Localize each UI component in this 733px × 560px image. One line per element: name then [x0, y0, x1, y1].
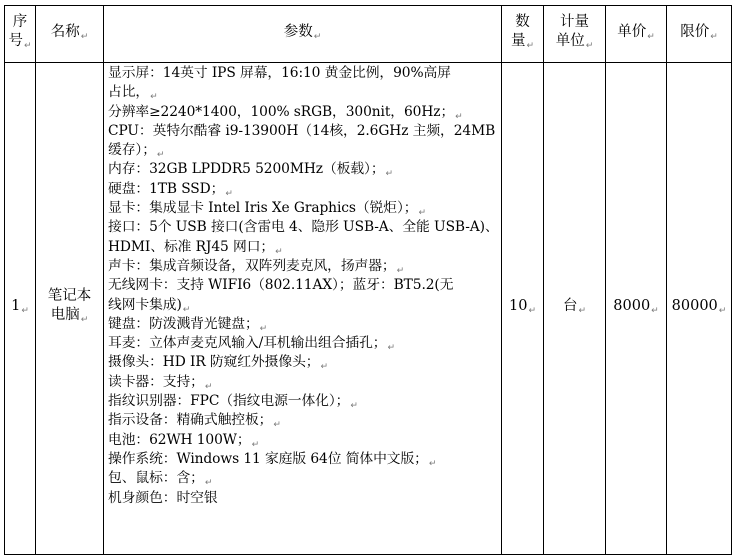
param-line: 占比，$_↵$	[108, 84, 158, 103]
param-line: 读卡器：支持；$_↵$	[108, 373, 213, 392]
param-line: 包、鼠标：含；$_↵$	[108, 470, 213, 489]
paragraph-mark-icon: ↵	[651, 306, 659, 316]
paragraph-mark-icon: ↵	[585, 40, 594, 51]
paragraph-mark-icon: ↵	[80, 315, 89, 325]
paragraph-mark-icon: ↵	[718, 306, 727, 316]
param-line: 机身颜色：时空银	[108, 489, 218, 506]
cell-params	[104, 63, 502, 555]
param-line: 键盘：防泼溅背光键盘；$_↵$	[108, 315, 268, 334]
paragraph-mark-icon: ↵	[528, 306, 536, 316]
paragraph-mark-icon: ↵	[204, 478, 213, 489]
param-line: 耳麦：立体声麦克风输入/耳机输出组合插孔；$_↵$	[108, 335, 395, 354]
param-line: 线网卡集成)$_↵$	[108, 296, 191, 315]
header-price: 单价$_↵$	[606, 6, 667, 63]
table-row	[5, 63, 732, 555]
param-line: 操作系统：Windows 11 家庭版 64位 简体中文版；$_↵$	[108, 450, 437, 469]
param-line: 内存：32GB LPDDR5 5200MHz（板载）；$_↵$	[108, 161, 393, 180]
paragraph-mark-icon: ↵	[428, 458, 437, 469]
param-line: 指示设备：精确式触控板；$_↵$	[108, 412, 281, 431]
paragraph-mark-icon: ↵	[225, 188, 233, 199]
spec-table	[4, 5, 732, 555]
param-line: 硬盘：1TB SSD；$_↵$	[108, 180, 233, 199]
param-line: 分辨率≥2240*1400，100% sRGB，300nit，60Hz；$_↵$	[108, 103, 463, 122]
paragraph-mark-icon: ↵	[275, 246, 283, 257]
cell-unit: 台$_↵$	[544, 63, 606, 555]
paragraph-mark-icon: ↵	[156, 150, 165, 161]
paragraph-mark-icon: ↵	[23, 40, 32, 51]
param-line: CPU：英特尔酷睿 i9-13900H（14核，2.6GHz 主频，24MB	[108, 122, 496, 139]
paragraph-mark-icon: ↵	[387, 343, 395, 354]
param-line: 电池：62WH 100W；$_↵$	[108, 431, 260, 450]
paragraph-mark-icon: ↵	[251, 439, 260, 450]
paragraph-mark-icon: ↵	[578, 306, 587, 316]
paragraph-mark-icon: ↵	[273, 420, 281, 431]
cell-limit: $80000_↵$	[667, 63, 732, 555]
paragraph-mark-icon: ↵	[396, 265, 405, 276]
header-qty: 数 量$_↵$	[502, 6, 544, 63]
header-limit: 限价$_↵$	[667, 6, 732, 63]
paragraph-mark-icon: ↵	[150, 92, 158, 103]
paragraph-mark-icon: ↵	[526, 40, 535, 51]
cell-qty: $10_↵$	[502, 63, 544, 555]
header-name: 名称$_↵$	[36, 6, 104, 63]
paragraph-mark-icon: ↵	[80, 31, 89, 42]
param-line: 声卡：集成音频设备，双阵列麦克风，扬声器；$_↵$	[108, 257, 405, 276]
paragraph-mark-icon: ↵	[710, 31, 718, 42]
paragraph-mark-icon: ↵	[21, 306, 29, 316]
paragraph-mark-icon: ↵	[350, 401, 358, 412]
cell-name: 笔记本 电脑$_↵$	[36, 63, 104, 555]
param-line: 显示屏：14英寸 IPS 屏幕，16:10 黄金比例，90%高屏	[108, 65, 451, 81]
param-line: 指纹识别器：FPC（指纹电源一体化）；$_↵$	[108, 393, 358, 412]
param-line: 显卡：集成显卡 Intel Iris Xe Graphics（锐炬）；$_↵$	[108, 200, 426, 219]
paragraph-mark-icon: ↵	[647, 31, 655, 42]
header-row	[5, 6, 732, 63]
param-line: 摄像头：HD IR 防窥红外摄像头；$_↵$	[108, 354, 328, 373]
cell-price: $8000_↵$	[606, 63, 667, 555]
header-params: 参数$_↵$	[104, 6, 502, 63]
header-index: 序 号$_↵$	[5, 6, 36, 63]
paragraph-mark-icon: ↵	[182, 304, 191, 315]
param-line: 缓存）；$_↵$	[108, 142, 165, 161]
cell-index: $1_↵$	[5, 63, 36, 555]
param-line: HDMI、标准 RJ45 网口；$_↵$	[108, 238, 283, 257]
param-line: 接口：5个 USB 接口(含雷电 4、隐形 USB-A、全能 USB-A)、	[108, 219, 499, 236]
paragraph-mark-icon: ↵	[418, 208, 426, 219]
paragraph-mark-icon: ↵	[259, 323, 268, 334]
paragraph-mark-icon: ↵	[385, 169, 393, 180]
paragraph-mark-icon: ↵	[313, 31, 322, 42]
header-unit: 计量 单位$_↵$	[544, 6, 606, 63]
param-line: 无线网卡：支持 WIFI6（802.11AX）；蓝牙：BT5.2(无	[108, 277, 454, 294]
paragraph-mark-icon: ↵	[204, 381, 213, 392]
paragraph-mark-icon: ↵	[320, 362, 328, 373]
paragraph-mark-icon: ↵	[455, 111, 463, 122]
